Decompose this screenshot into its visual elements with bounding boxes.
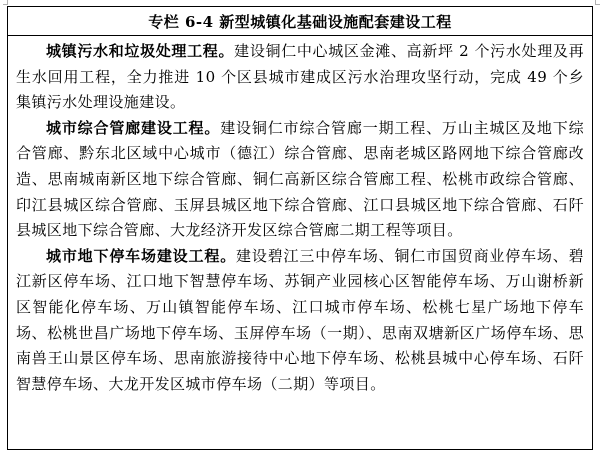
feature-box — [7, 6, 593, 450]
paragraph-lead: 城市地下停车场建设工程。 — [46, 246, 237, 265]
paragraph-utility-tunnel — [16, 116, 584, 244]
box-title: 专栏 6-4 新型城镇化基础设施配套建设工程 — [8, 7, 592, 36]
paragraph-body: 建设铜仁市综合管廊一期工程、万山主城区及地下综合管廊、黔东北区域中心城市（德江）综合管廊、思南老城区路网地下综合管廊改造、思南城南新区地下综合管廊、铜仁高新区综合管廊工程、松桃市政综合管廊、印江县城区综合管廊、玉屏县城区地下综合管廊、江口县城区地下综合管廊、石阡县城区地下综合管廊、大龙经济开发区综合管廊二期工程等项目。 — [16, 118, 584, 240]
paragraph-body: 建设铜仁中心城区金滩、高新坪 2 个污水处理及再生水回用工程，全力推进 10 个区县城市建成区污水治理攻坚行动，完成 49 个乡集镇污水处理设施建设。 — [16, 42, 584, 112]
paragraph-lead: 城市综合管廊建设工程。 — [46, 118, 221, 137]
paragraph-sewage — [16, 39, 584, 116]
box-content — [8, 36, 592, 397]
crop-mark-top-right — [595, 0, 600, 5]
crop-mark-top-left — [3, 0, 8, 5]
paragraph-lead: 城镇污水和垃圾处理工程。 — [46, 42, 235, 60]
paragraph-parking — [16, 244, 584, 398]
paragraph-body: 建设碧江三中停车场、铜仁市国贸商业停车场、碧江新区停车场、江口地下智慧停车场、苏铜产业园核心区智能停车场、万山谢桥新区智能化停车场、万山镇智能停车场、江口城市停车场、松桃七星广场地下停车场、松桃世昌广场地下停车场、玉屏停车场（一期）、思南双塘新区广场停车场、思南兽王山景区停车场、思南旅游接待中心地下停车场、松桃县城中心停车场、石阡智慧停车场、大龙开发区城市停车场（二期）等项目。 — [16, 246, 584, 393]
